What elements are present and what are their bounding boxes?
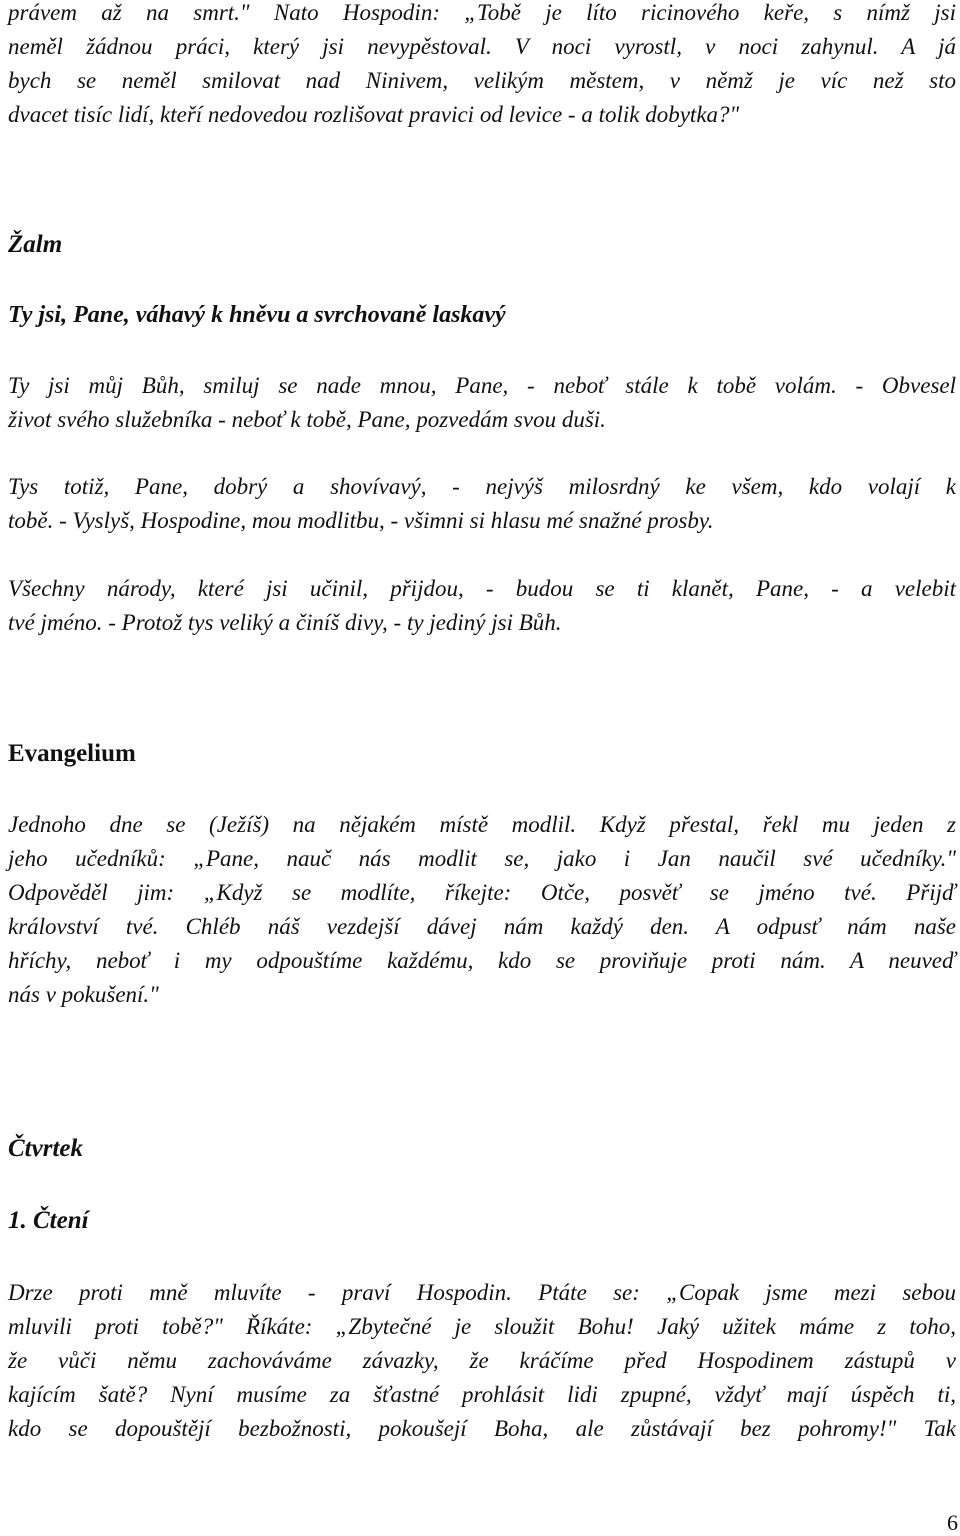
intro-paragraph (8, 0, 956, 132)
text-line: tvé jméno. - Protož tys veliký a činíš divy, - ty jediný jsi Bůh. (8, 610, 562, 635)
text-line: právem až na smrt." Nato Hospodin: „Tobě je líto ricinového keře, s nímž jsi (8, 0, 956, 25)
psalm-heading: Žalm (8, 231, 63, 258)
text-line: mluvili proti tobě?" Říkáte: „Zbytečné je sloužit Bohu! Jaký užitek máme z toho, (8, 1314, 956, 1339)
gospel-paragraph (8, 808, 956, 1012)
text-line: tobě. - Vyslyš, Hospodine, mou modlitbu, - všimni si hlasu mé snažné prosby. (8, 508, 714, 533)
text-line: kajícím šatě? Nyní musíme za šťastné prohlásit lidi zpupné, vždyť mají úspěch ti, (8, 1382, 956, 1407)
text-line: království tvé. Chléb náš vezdejší dávej nám každý den. A odpusť nám naše (8, 914, 956, 939)
gospel-heading: Evangelium (8, 740, 136, 767)
text-line: Jednoho dne se (Ježíš) na nějakém místě modlil. Když přestal, řekl mu jeden z (8, 812, 956, 837)
text-line: Ty jsi můj Bůh, smiluj se nade mnou, Pane, - neboť stále k tobě volám. - Obvesel (8, 373, 956, 398)
reading-paragraph (8, 1276, 956, 1446)
text-line: kdo se dopouštějí bezbožnosti, pokoušejí Boha, ale zůstávají bez pohromy!" Tak (8, 1416, 956, 1441)
text-line: Odpověděl jim: „Když se modlíte, říkejte: Otče, posvěť se jméno tvé. Přijď (8, 880, 956, 905)
text-line: dvacet tisíc lidí, kteří nedovedou rozlišovat pravici od levice - a tolik dobytka?" (8, 102, 740, 127)
text-line: život svého služebníka - neboť k tobě, Pane, pozvedám svou duši. (8, 407, 606, 432)
text-line: jeho učedníků: „Pane, nauč nás modlit se, jako i Jan naučil své učedníky." (8, 846, 956, 871)
text-line: nás v pokušení." (8, 982, 159, 1007)
text-line: Tys totiž, Pane, dobrý a shovívavý, - nejvýš milosrdný ke všem, kdo volají k (8, 474, 956, 499)
text-line: Všechny národy, které jsi učinil, přijdou, - budou se ti klanět, Pane, - a velebit (8, 576, 956, 601)
psalm-stanza (8, 470, 956, 538)
page-number: 6 (947, 1510, 958, 1535)
psalm-stanza (8, 572, 956, 640)
day-heading: Čtvrtek (8, 1135, 83, 1162)
text-line: Drze proti mně mluvíte - praví Hospodin. Ptáte se: „Copak jsme mezi sebou (8, 1280, 956, 1305)
reading-heading: 1. Čtení (8, 1207, 89, 1234)
text-line: hříchy, neboť i my odpouštíme každému, kdo se proviňuje proti nám. A neuveď (8, 948, 956, 973)
text-line: bych se neměl smilovat nad Ninivem, velikým městem, v němž je víc než sto (8, 68, 956, 93)
psalm-stanza (8, 369, 956, 437)
text-line: neměl žádnou práci, který jsi nevypěstoval. V noci vyrostl, v noci zahynul. A já (8, 34, 956, 59)
psalm-refrain: Ty jsi, Pane, váhavý k hněvu a svrchovaně laskavý (8, 302, 506, 328)
text-line: že vůči němu zachováváme závazky, že kráčíme před Hospodinem zástupů v (8, 1348, 956, 1373)
